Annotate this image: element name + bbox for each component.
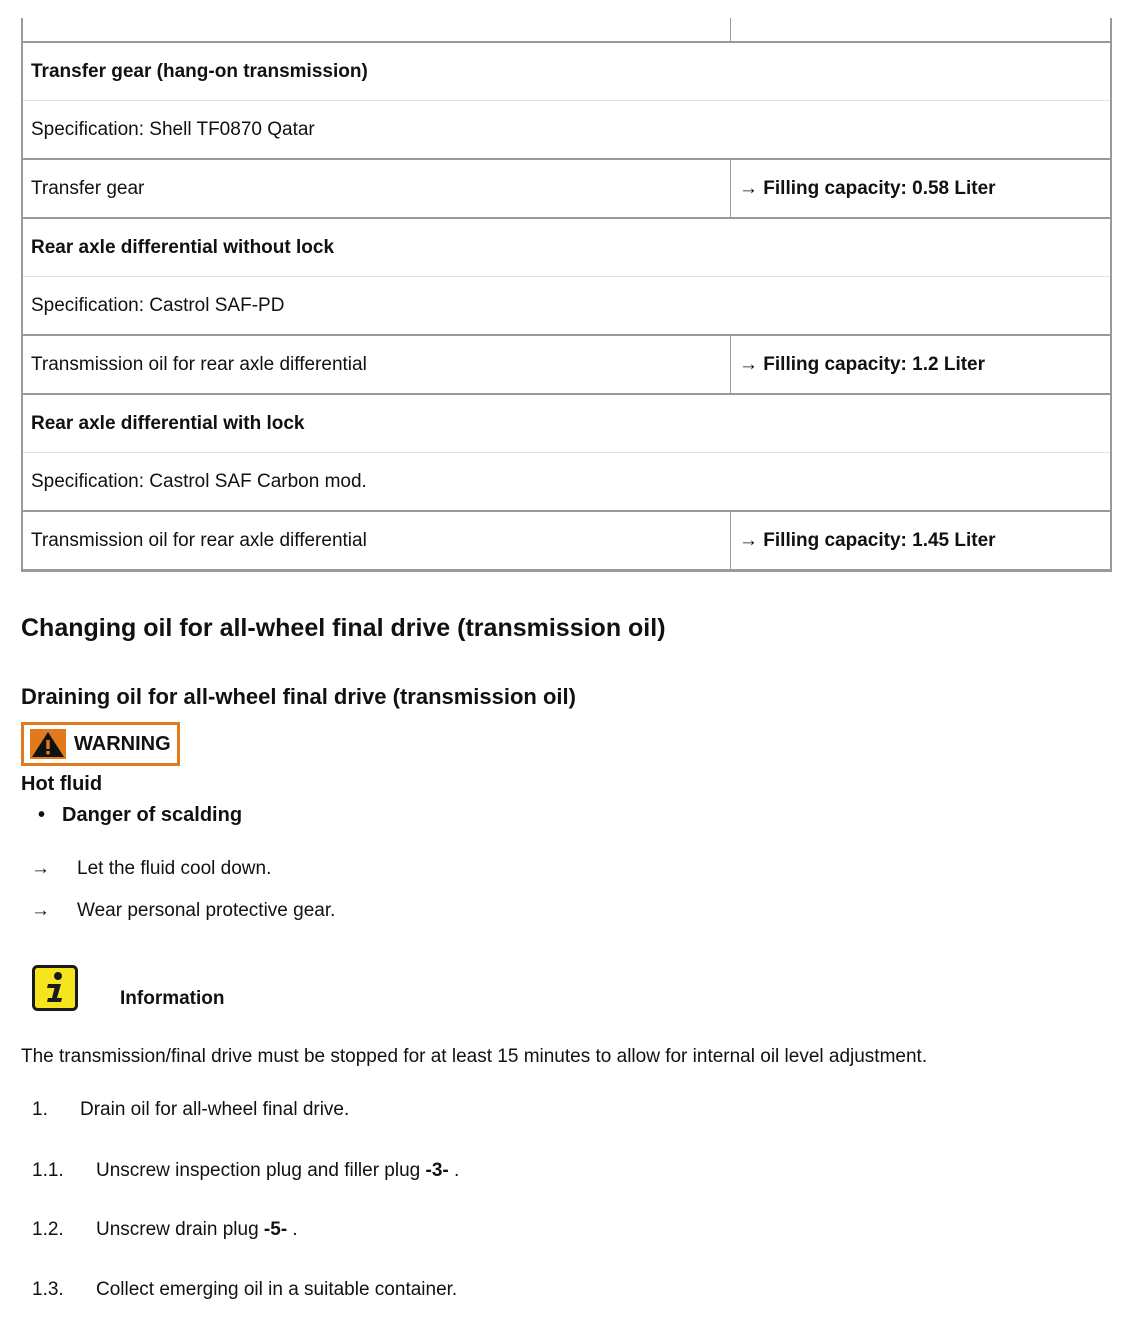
info-icon — [32, 965, 78, 1011]
hazard-title: Hot fluid — [21, 773, 103, 795]
section-heading-cell: Rear axle differential without lock — [22, 218, 1111, 277]
step-number: 1.2. — [32, 1219, 64, 1240]
step-number: 1.3. — [32, 1279, 64, 1300]
capacity-cell — [731, 159, 1112, 218]
item-label-cell: Transmission oil for rear axle differential — [22, 335, 731, 394]
arrow-icon: → — [31, 900, 50, 921]
arrow-icon: → — [739, 177, 758, 199]
section-heading-cell: Rear axle differential with lock — [22, 394, 1111, 453]
information-text: The transmission/final drive must be stopped for at least 15 minutes to allow for internal oil level adjustment. — [21, 1046, 928, 1067]
step-text: Collect emerging oil in a suitable container. — [96, 1279, 458, 1300]
specification-table — [21, 18, 1112, 572]
item-label-cell: Transfer gear — [22, 159, 731, 218]
arrow-icon: → — [739, 529, 758, 551]
warning-badge — [21, 722, 180, 766]
table-row — [22, 394, 1111, 453]
specification-cell: Specification: Shell TF0870 Qatar — [22, 101, 1111, 160]
arrow-icon: → — [739, 353, 758, 375]
step-number: 1.1. — [32, 1160, 64, 1181]
step-number: 1. — [32, 1099, 48, 1120]
table-cell — [22, 18, 731, 42]
capacity-value: Filling capacity: 1.2 Liter — [763, 353, 986, 375]
capacity-value: Filling capacity: 1.45 Liter — [763, 529, 996, 551]
section-heading-cell: Transfer gear (hang-on transmission) — [22, 42, 1111, 101]
table-row — [22, 42, 1111, 101]
step-text: Unscrew inspection plug and filler plug -3- . — [96, 1160, 460, 1181]
hazard-bullet — [38, 804, 242, 827]
table-row — [22, 511, 1111, 571]
table-row — [22, 335, 1111, 394]
table-row — [22, 101, 1111, 160]
arrow-icon: → — [31, 858, 50, 879]
part-reference: -5- — [263, 1219, 288, 1240]
table-row — [22, 277, 1111, 336]
step-text: Drain oil for all-wheel final drive. — [80, 1099, 350, 1120]
specification-cell: Specification: Castrol SAF Carbon mod. — [22, 453, 1111, 512]
bullet-icon: • — [38, 804, 46, 826]
action-text: Let the fluid cool down. — [77, 858, 272, 879]
information-label: Information — [120, 988, 225, 1009]
capacity-value: Filling capacity: 0.58 Liter — [763, 177, 996, 199]
step-text: Unscrew drain plug -5- . — [96, 1219, 298, 1240]
specification-cell: Specification: Castrol SAF-PD — [22, 277, 1111, 336]
table-row — [22, 453, 1111, 512]
action-text: Wear personal protective gear. — [77, 900, 336, 921]
warning-label: WARNING — [74, 732, 171, 755]
subsection-title: Draining oil for all-wheel final drive (transmission oil) — [21, 684, 576, 709]
part-reference: -3- — [425, 1160, 449, 1181]
section-title: Changing oil for all-wheel final drive (transmission oil) — [21, 614, 666, 642]
table-cell — [731, 18, 1112, 42]
table-row — [22, 18, 1111, 42]
capacity-cell — [731, 335, 1112, 394]
table-row — [22, 218, 1111, 277]
hazard-text: Danger of scalding — [62, 804, 243, 826]
warning-triangle-icon — [30, 729, 66, 759]
table-row — [22, 159, 1111, 218]
item-label-cell: Transmission oil for rear axle differential — [22, 511, 731, 571]
capacity-cell — [731, 511, 1112, 571]
